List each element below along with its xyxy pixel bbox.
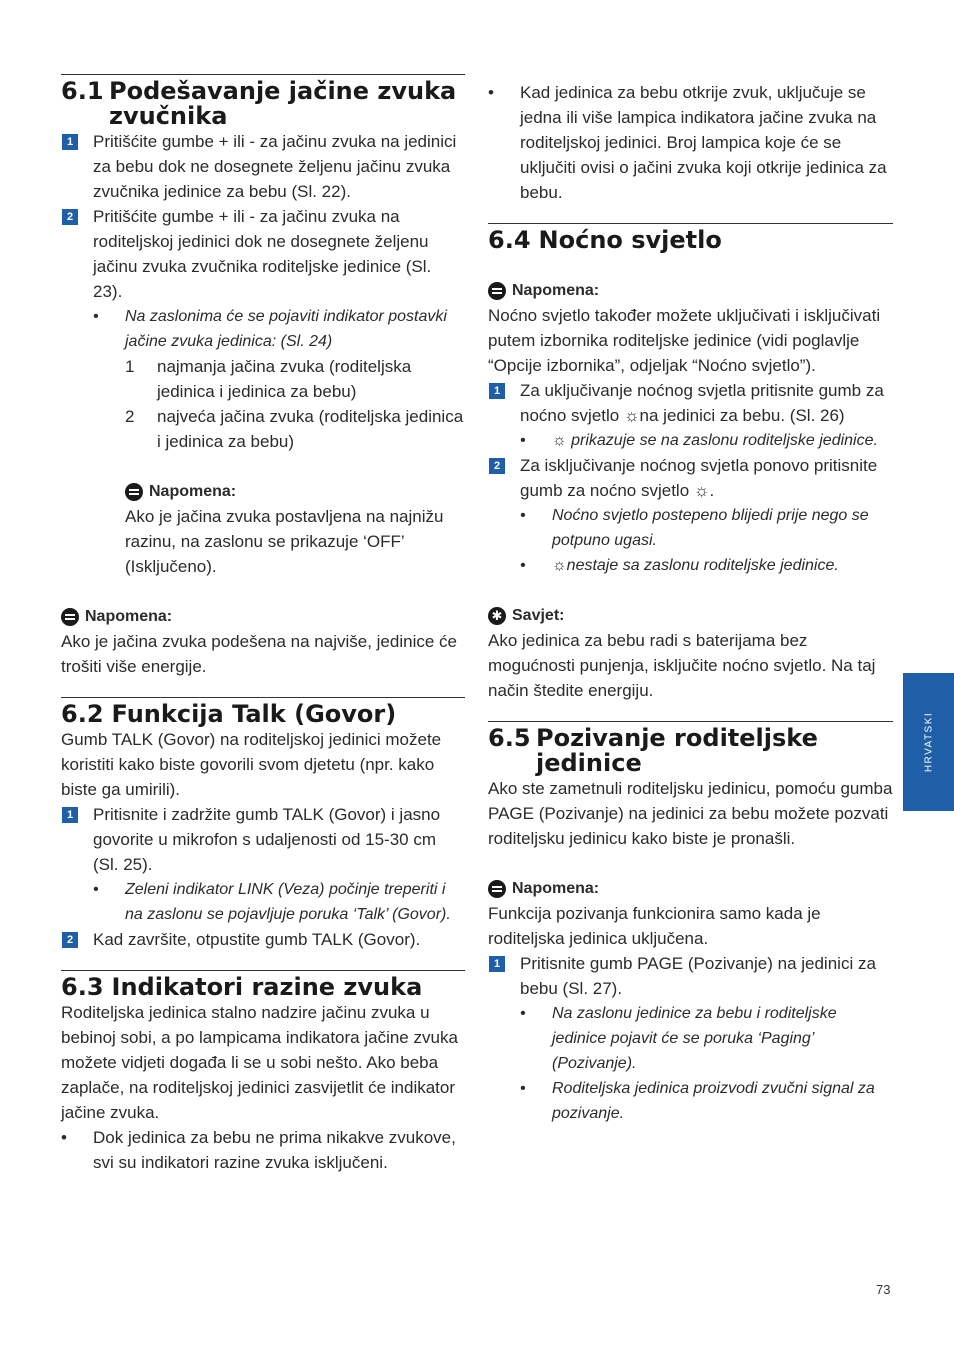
step-1: 1 Pritisnite gumb PAGE (Pozivanje) na jedinici za bebu (Sl. 27). • Na zaslonu jedinice za bebu i roditeljske jedinice pojavit će se poruka ‘Paging’ (Pozivanje). • Roditeljska jedinica proizvodi zvučni signal za pozivanje.	[488, 951, 893, 1126]
step-2: 2 Pritišćite gumbe + ili - za jačinu zvuka na roditeljskoj jedinici dok ne dosegnete željenu jačinu zvuka zvučnika roditeljske jedinice (Sl. 23). • Na zaslonima će se pojaviti indikator postavki jačine zvuka jedinica: (Sl. 24) 1 najmanja jačina zvuka (roditeljska jedinica i jedinica za bebu) 2 najveća jačina zvuka (roditeljska jedinica i jedinica za bebu) Napomena: Ako je jačina zvuka postavljena na najnižu razinu, na zaslonu se prikazuje ‘OFF’ (Isključeno).	[61, 204, 465, 579]
bullet-item: • Na zaslonima će se pojaviti indikator postavki jačine zvuka jedinica: (Sl. 24)	[93, 304, 465, 354]
note-icon	[488, 282, 506, 300]
note-block: Napomena: Funkcija pozivanja funkcionira samo kada je roditeljska jedinica uključena.	[488, 880, 821, 948]
bullet-item: • Dok jedinica za bebu ne prima nikakve zvukove, svi su indikatori razine zvuka isključeni.	[61, 1125, 465, 1175]
note-block: Napomena: Ako je jačina zvuka podešena na najviše, jedinice će trošiti više energije.	[61, 608, 457, 676]
section-title-6-3: 6.3 Indikatori razine zvuka	[61, 973, 423, 1001]
bullet-item: • ☼ prikazuje se na zaslonu roditeljske jedinice.	[520, 428, 893, 453]
language-tab: HRVATSKI	[903, 673, 954, 811]
section-6-4	[488, 223, 893, 253]
page-number: 73	[876, 1282, 891, 1297]
tip-block: ✱ Savjet: Ako jedinica za bebu radi s baterijama bez mogućnosti punjenja, isključite noćno svjetlo. Na taj način štedite energiju.	[488, 607, 876, 700]
note-icon	[61, 608, 79, 626]
bullet-item: • ☼nestaje sa zaslonu roditeljske jedinice.	[520, 553, 893, 578]
section-6-3	[61, 970, 465, 1000]
section-title-6-2: 6.2 Funkcija Talk (Govor)	[61, 700, 397, 728]
tip-icon: ✱	[488, 607, 506, 625]
right-column	[488, 80, 893, 1126]
bullet-item: • Zeleni indikator LINK (Veza) počinje treperiti i na zaslonu se pojavljuje poruka ‘Talk’ (Govor).	[93, 877, 465, 927]
bullet-item: • Kad jedinica za bebu otkrije zvuk, uključuje se jedna ili više lampica indikatora jačine zvuka na roditeljskoj jedinici. Broj lampica koje će se uključiti ovisi o jačini zvuka koji otkrije jedinica za bebu.	[488, 80, 893, 205]
bullet-item: • Na zaslonu jedinice za bebu i roditeljske jedinice pojavit će se poruka ‘Paging’ (Pozivanje).	[520, 1001, 893, 1076]
section-6-5	[488, 721, 893, 776]
note-icon	[488, 880, 506, 898]
step-1: 1 Pritišćite gumbe + ili - za jačinu zvuka na jedinici za bebu dok ne dosegnete željenu jačinu zvuka zvučnika jedinice za bebu (Sl. 22).	[61, 129, 465, 204]
step-number-badge: 2	[62, 932, 78, 948]
step-number-badge: 2	[489, 458, 505, 474]
note-block: Napomena: Ako je jačina zvuka postavljena na najnižu razinu, na zaslonu se prikazuje ‘OFF’ (Isključeno).	[125, 483, 444, 576]
step-number-badge: 1	[489, 956, 505, 972]
section-intro: Roditeljska jedinica stalno nadzire jačinu zvuka u bebinoj sobi, a po lampicama indikatora jačine zvuka možete vidjeti događa li se u sobi nešto. Ako beba zaplače, na roditeljskoj jedinici zasvijetlit će indikator jačine zvuka.	[61, 1003, 458, 1122]
section-title-6-5: 6.5 Pozivanje roditeljske jedinice	[488, 724, 818, 777]
section-title-6-4: 6.4 Noćno svjetlo	[488, 226, 722, 254]
left-column	[61, 74, 465, 1175]
bullet-item: • Noćno svjetlo postepeno blijedi prije nego se potpuno ugasi.	[520, 503, 893, 553]
numbered-item: 2 najveća jačina zvuka (roditeljska jedinica i jedinica za bebu)	[125, 407, 464, 451]
step-number-badge: 1	[62, 134, 78, 150]
numbered-item: 1 najmanja jačina zvuka (roditeljska jedinica i jedinica za bebu)	[125, 357, 412, 401]
note-block: Napomena: Noćno svjetlo također možete uključivati i isključivati putem izbornika roditeljske jedinice (vidi poglavlje “Opcije izbornika”, odjeljak “Noćno svjetlo”).	[488, 282, 881, 375]
section-intro: Ako ste zametnuli roditeljsku jedinicu, pomoću gumba PAGE (Pozivanje) na jedinici za bebu možete pozvati roditeljsku jedinicu kako biste je pronašli.	[488, 779, 893, 848]
section-6-2	[61, 697, 465, 727]
step-2: 2 Kad završite, otpustite gumb TALK (Govor).	[61, 927, 465, 952]
note-icon	[125, 483, 143, 501]
step-number-badge: 2	[62, 209, 78, 225]
section-intro: Gumb TALK (Govor) na roditeljskoj jedinici možete koristiti kako biste govorili svom djetetu (npr. kako biste ga umirili).	[61, 730, 442, 799]
step-2: 2 Za isključivanje noćnog svjetla ponovo pritisnite gumb za noćno svjetlo ☼. • Noćno svjetlo postepeno blijedi prije nego se potpuno ugasi. • ☼nestaje sa zaslonu roditeljske jedinice.	[488, 453, 893, 578]
step-number-badge: 1	[489, 383, 505, 399]
section-6-1	[61, 74, 465, 129]
section-title-6-1: 6.1 Podešavanje jačine zvuka zvučnika	[61, 77, 457, 130]
step-number-badge: 1	[62, 807, 78, 823]
step-1: 1 Za uključivanje noćnog svjetla pritisnite gumb za noćno svjetlo ☼na jedinici za bebu. (Sl. 26) • ☼ prikazuje se na zaslonu roditeljske jedinice.	[488, 378, 893, 453]
step-1: 1 Pritisnite i zadržite gumb TALK (Govor) i jasno govorite u mikrofon s udaljenosti od 15-30 cm (Sl. 25). • Zeleni indikator LINK (Veza) počinje treperiti i na zaslonu se pojavljuje poruka ‘Talk’ (Govor).	[61, 802, 465, 927]
bullet-item: • Roditeljska jedinica proizvodi zvučni signal za pozivanje.	[520, 1076, 893, 1126]
